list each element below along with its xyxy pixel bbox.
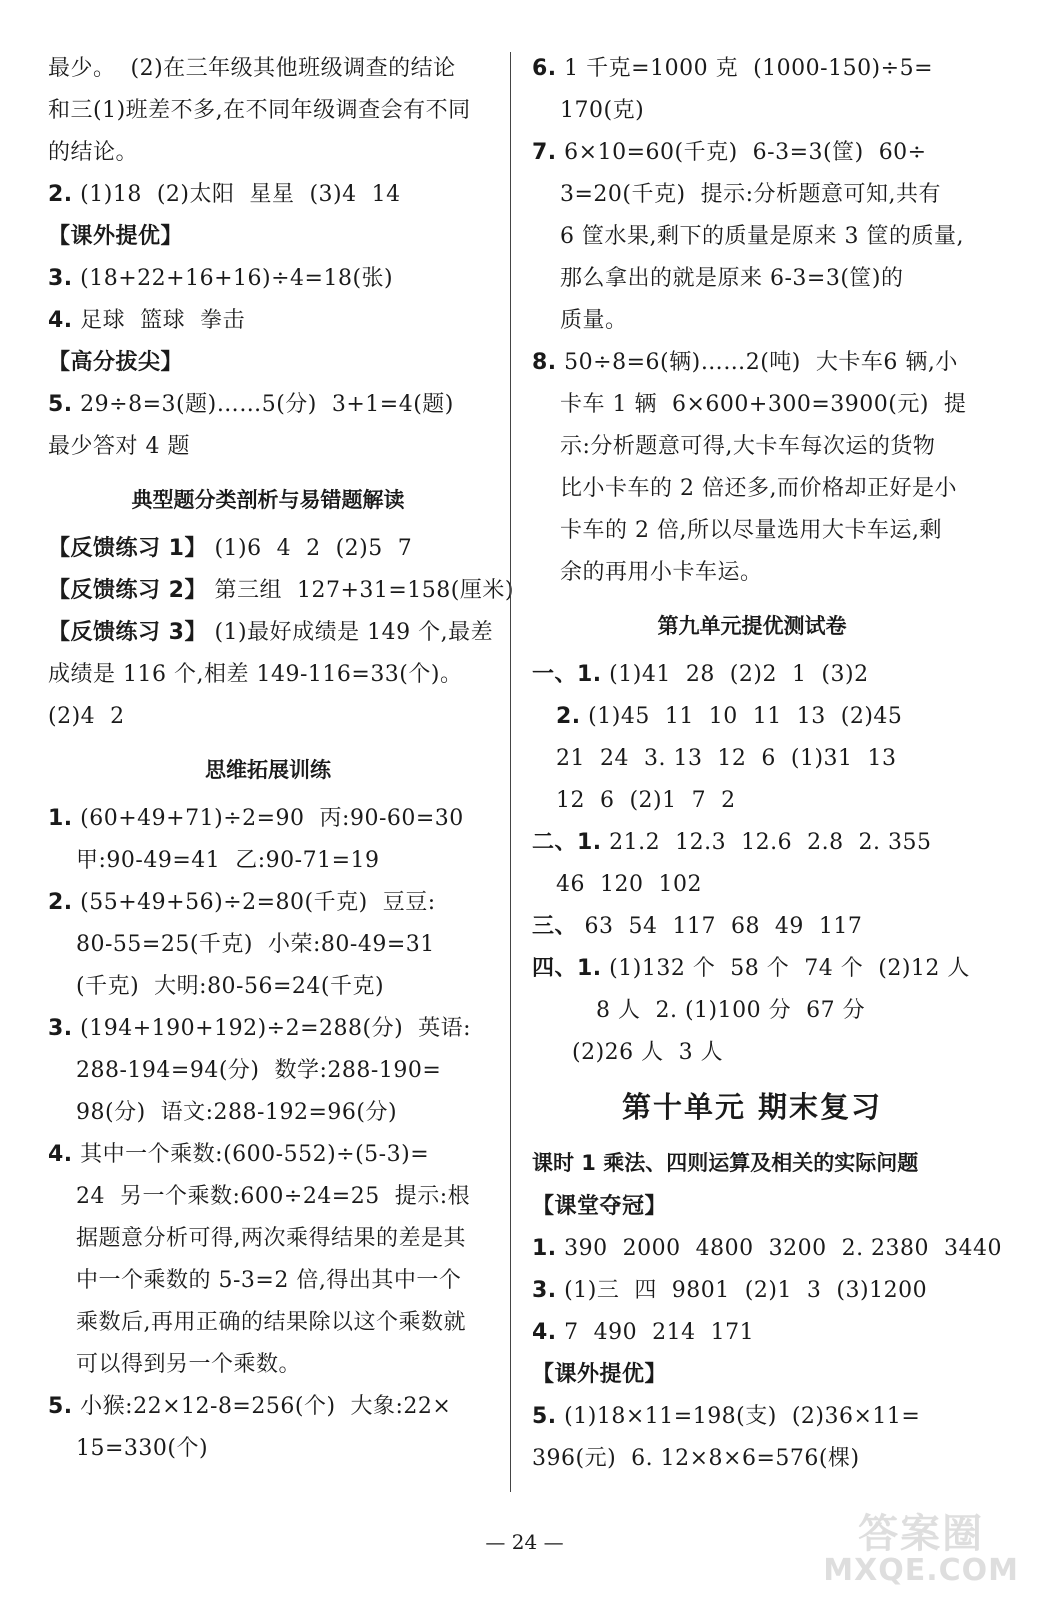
answer-continuation [532,552,972,594]
line-text: (60+49+71)÷2=90 丙:90-60=30 [80,806,464,831]
line-text: 3=20(千克) 提示:分析题意可知,共有 [560,182,941,207]
question-number: 5. [48,1394,73,1419]
line-text: 80-55=25(千克) 小荣:80-49=31 [76,932,435,957]
line-text: (千克) 大明:80-56=24(千克) [76,974,385,999]
line-text: (194+190+192)÷2=288(分) 英语: [80,1016,472,1041]
line-text: 12 6 (2)1 7 2 [556,788,736,813]
question-number: 四、1. [532,956,602,981]
line-text: 29÷8=3(题)……5(分) 3+1=4(题) [80,392,454,417]
line-text: 第九单元提优测试卷 [657,614,847,638]
line-text: 思维拓展训练 [205,758,331,782]
answer-continuation [532,468,972,510]
line-text: (18+22+16+16)÷4=18(张) [80,266,394,291]
question-number: 4. [48,308,73,333]
answer-line [532,822,972,864]
question-number: 1. [532,1236,557,1261]
question-number: 2. [48,890,73,915]
answer-line [532,1312,972,1354]
line-text: 示:分析题意可得,大卡车每次运的货物 [560,434,936,459]
line-text: (1)45 11 10 11 13 (2)45 [588,704,903,729]
line-text: 170(克) [560,98,645,123]
line-text: 典型题分类剖析与易错题解读 [131,488,405,512]
answer-continuation [532,216,972,258]
section-heading [48,738,488,798]
question-number: 一、1. [532,662,602,687]
watermark-main-text: 答案圈 [858,1511,985,1557]
line-text: 【高分拔尖】 [48,350,184,375]
answer-line [48,174,488,216]
question-number: 1. [48,806,73,831]
line-text: 【课外提优】 [48,224,184,249]
answer-line [532,948,972,990]
category-label [48,216,488,258]
lesson-heading [532,1140,972,1186]
answer-line [48,48,488,90]
answer-continuation [532,780,972,822]
answer-continuation [48,1260,488,1302]
answer-continuation [48,924,488,966]
line-text: (1)三 四 9801 (2)1 3 (3)1200 [564,1278,928,1303]
question-number: 8. [532,350,557,375]
line-text: 小猴:22×12-8=256(个) 大象:22× [80,1394,452,1419]
question-number: 5. [532,1404,557,1429]
answer-line [48,90,488,132]
answer-continuation [532,1032,972,1074]
question-number: 5. [48,392,73,417]
line-text: 卡车的 2 倍,所以尽量选用大卡车运,剩 [560,518,942,543]
watermark-sub-text: MXQE.COM [823,1553,1019,1588]
answer-line [532,1228,1003,1270]
line-text: 质量。 [560,308,628,333]
answer-continuation [48,1428,488,1470]
line-text: (1)18×11=198(支) (2)36×11= [564,1404,921,1429]
line-text: 98(分) 语文:288-192=96(分) [76,1100,398,1125]
line-text: 390 2000 4800 3200 2. 2380 3440 [564,1236,1003,1261]
answer-line [48,132,488,174]
question-number: 6. [532,56,557,81]
answer-continuation [532,258,972,300]
line-text: 余的再用小卡车运。 [560,560,763,585]
right-column [532,48,1003,1480]
line-text: (2)26 人 3 人 [572,1040,724,1065]
answer-continuation [532,990,972,1032]
line-text: 1 千克=1000 克 (1000-150)÷5= [564,56,934,81]
question-number: 4. [532,1320,557,1345]
line-text: (1)18 (2)太阳 星星 (3)4 14 [80,182,401,207]
line-text: 6×10=60(千克) 6-3=3(筐) 60÷ [564,140,927,165]
line-text: (1)6 4 2 (2)5 7 [206,536,413,561]
line-text: 8 人 2. (1)100 分 67 分 [596,998,866,1023]
line-text: 比小卡车的 2 倍还多,而价格却正好是小 [560,476,957,501]
category-label [532,1186,972,1228]
answer-continuation [48,840,488,882]
question-number: 3. [48,1016,73,1041]
line-text: 21 24 3. 13 12 6 (1)31 13 [556,746,897,771]
line-text: 卡车 1 辆 6×600+300=3900(元) 提 [560,392,967,417]
answer-line [48,300,488,342]
line-text: 46 120 102 [556,872,702,897]
page-number: — 24 — [485,1530,564,1554]
answer-line [48,570,514,612]
answer-continuation [532,90,972,132]
line-text: 第三组 127+31=158(厘米) [206,578,514,603]
answer-continuation [48,1176,488,1218]
question-number: 2. [556,704,581,729]
line-text: 足球 篮球 拳击 [80,308,246,333]
line-text: 288-194=94(分) 数学:288-190= [76,1058,442,1083]
line-text: 15=330(个) [76,1436,209,1461]
line-text: 中一个乘数的 5-3=2 倍,得出其中一个 [76,1268,462,1293]
answer-line [48,654,488,696]
line-text: 7 490 214 171 [564,1320,755,1345]
answer-continuation [532,426,972,468]
line-text: 最少答对 4 题 [48,434,190,459]
answer-continuation [48,966,488,1008]
answer-line [48,258,488,300]
question-number: 3. [48,266,73,291]
line-text: (1)132 个 58 个 74 个 (2)12 人 [609,956,970,981]
answer-line [48,1386,488,1428]
line-text: 和三(1)班差不多,在不同年级调查会有不同 [48,98,471,123]
line-text: 乘数后,再用正确的结果除以这个乘数就 [76,1310,466,1335]
left-column [48,48,514,1470]
answer-line [48,1134,488,1176]
question-number: 3. [532,1278,557,1303]
category-label [532,1354,972,1396]
answer-continuation [48,1344,488,1386]
answer-continuation [532,300,972,342]
answer-line [48,528,488,570]
answer-line [48,612,494,654]
answer-continuation [48,1218,488,1260]
line-text: 可以得到另一个乘数。 [76,1352,302,1377]
answer-line [48,882,488,924]
answer-line [532,1438,972,1480]
answer-line [532,1270,972,1312]
answer-line [48,696,488,738]
question-number: 三、 [532,914,578,939]
line-text: 6 筐水果,剩下的质量是原来 3 筐的质量, [560,224,964,249]
section-heading [532,594,972,654]
question-number: 2. [48,182,73,207]
answer-continuation [532,864,972,906]
exercise-label: 【反馈练习 2】 [48,578,207,603]
answer-continuation [532,174,972,216]
answer-line [48,426,488,468]
question-number: 7. [532,140,557,165]
line-text: 24 另一个乘数:600÷24=25 提示:根 [76,1184,471,1209]
line-text: 那么拿出的就是原来 6-3=3(筐)的 [560,266,904,291]
column-divider [510,52,511,1492]
answer-line [532,48,972,90]
answer-line [48,1008,488,1050]
exercise-label: 【反馈练习 3】 [48,620,207,645]
section-heading [48,468,488,528]
line-text: 成绩是 116 个,相差 149-116=33(个)。 [48,662,463,687]
answer-continuation [532,510,972,552]
answer-line [48,384,488,426]
answer-line [532,1396,972,1438]
answer-continuation [48,1302,488,1344]
line-text: 第十单元 期末复习 [621,1090,883,1124]
answer-line [532,906,972,948]
line-text: (55+49+56)÷2=80(千克) 豆豆: [80,890,436,915]
line-text: (1)最好成绩是 149 个,最差 [206,620,494,645]
answer-continuation [48,1092,488,1134]
line-text: 最少。 (2)在三年级其他班级调查的结论 [48,56,456,81]
line-text: 【课堂夺冠】 [532,1194,668,1219]
answer-continuation [532,696,972,738]
line-text: 课时 1 乘法、四则运算及相关的实际问题 [532,1151,919,1175]
answer-line [532,654,972,696]
answer-line [48,798,488,840]
line-text: 【课外提优】 [532,1362,668,1387]
question-number: 4. [48,1142,73,1167]
watermark-logo [823,1512,1019,1586]
answer-continuation [532,384,972,426]
answer-continuation [48,1050,488,1092]
answer-line [532,342,972,384]
line-text: 21.2 12.3 12.6 2.8 2. 355 [609,830,932,855]
exercise-label: 【反馈练习 1】 [48,536,207,561]
answer-continuation [532,738,972,780]
category-label [48,342,488,384]
question-number: 二、1. [532,830,602,855]
line-text: 甲:90-49=41 乙:90-71=19 [76,848,380,873]
line-text: 396(元) 6. 12×8×6=576(棵) [532,1446,860,1471]
line-text: 其中一个乘数:(600-552)÷(5-3)= [80,1142,430,1167]
line-text: 的结论。 [48,140,139,165]
line-text: 63 54 117 68 49 117 [584,914,863,939]
line-text: (1)41 28 (2)2 1 (3)2 [609,662,869,687]
line-text: (2)4 2 [48,704,125,729]
line-text: 据题意分析可得,两次乘得结果的差是其 [76,1226,466,1251]
unit-heading [532,1074,972,1140]
line-text: 50÷8=6(辆)……2(吨) 大卡车6 辆,小 [564,350,958,375]
answer-line [532,132,972,174]
